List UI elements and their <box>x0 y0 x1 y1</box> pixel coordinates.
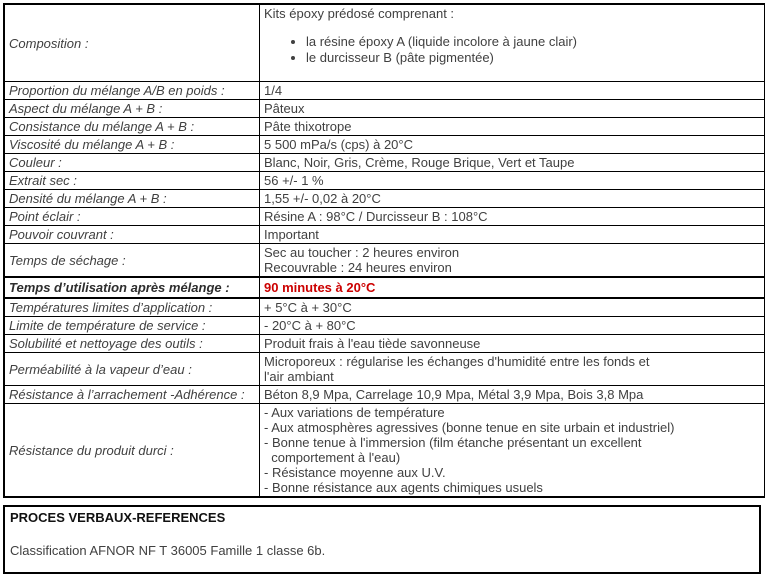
row-value: Blanc, Noir, Gris, Crème, Rouge Brique, Vert et Taupe <box>260 154 765 172</box>
spec-row <box>4 82 765 100</box>
spec-table-body <box>4 4 765 497</box>
row-label: Viscosité du mélange A + B : <box>4 136 260 154</box>
row-label: Perméabilité à la vapeur d’eau : <box>4 353 260 386</box>
row-label: Solubilité et nettoyage des outils : <box>4 335 260 353</box>
row-label: Résistance à l’arrachement -Adhérence : <box>4 386 260 404</box>
row-value: 90 minutes à 20°C <box>260 277 765 298</box>
spec-row <box>4 404 765 498</box>
value-line: l'air ambiant <box>264 369 761 384</box>
spec-row <box>4 244 765 278</box>
row-value: Pâte thixotrope <box>260 118 765 136</box>
spec-row <box>4 100 765 118</box>
row-value: Pâteux <box>260 100 765 118</box>
references-box <box>3 505 761 574</box>
row-label: Températures limites d’application : <box>4 298 260 317</box>
spec-row <box>4 208 765 226</box>
spec-row <box>4 335 765 353</box>
composition-list <box>264 34 761 80</box>
spec-row <box>4 386 765 404</box>
spec-row <box>4 136 765 154</box>
row-value: Résine A : 98°C / Durcisseur B : 108°C <box>260 208 765 226</box>
value-line: Sec au toucher : 2 heures environ <box>264 245 761 260</box>
row-value: 1/4 <box>260 82 765 100</box>
spec-row <box>4 4 765 82</box>
value-line: comportement à l'eau) <box>264 450 761 465</box>
row-label: Point éclair : <box>4 208 260 226</box>
row-label: Limite de température de service : <box>4 317 260 335</box>
spec-row <box>4 226 765 244</box>
value-line: - Aux variations de température <box>264 405 761 420</box>
row-label: Résistance du produit durci : <box>4 404 260 498</box>
spec-row <box>4 190 765 208</box>
value-line: - Résistance moyenne aux U.V. <box>264 465 761 480</box>
row-value <box>260 353 765 386</box>
row-label: Composition : <box>4 4 260 82</box>
spec-row <box>4 277 765 298</box>
row-value <box>260 404 765 498</box>
spec-row <box>4 353 765 386</box>
row-label: Extrait sec : <box>4 172 260 190</box>
value-line: - Aux atmosphères agressives (bonne tenue en site urbain et industriel) <box>264 420 761 435</box>
spec-row <box>4 317 765 335</box>
row-value: Béton 8,9 Mpa, Carrelage 10,9 Mpa, Métal 3,9 Mpa, Bois 3,8 Mpa <box>260 386 765 404</box>
composition-intro: Kits époxy prédosé comprenant : <box>264 6 761 21</box>
row-label: Temps de séchage : <box>4 244 260 278</box>
row-label: Densité du mélange A + B : <box>4 190 260 208</box>
row-value: 5 500 mPa/s (cps) à 20°C <box>260 136 765 154</box>
row-value: + 5°C à + 30°C <box>260 298 765 317</box>
row-label: Temps d’utilisation après mélange : <box>4 277 260 298</box>
spec-row <box>4 172 765 190</box>
value-line: Microporeux : régularise les échanges d'humidité entre les fonds et <box>264 354 761 369</box>
composition-item: • la résine époxy A (liquide incolore à jaune clair) <box>306 34 761 50</box>
value-line: - Bonne résistance aux agents chimiques usuels <box>264 480 761 495</box>
spec-row <box>4 154 765 172</box>
row-value <box>260 4 765 82</box>
row-label: Couleur : <box>4 154 260 172</box>
references-text: Classification AFNOR NF T 36005 Famille 1 classe 6b. <box>10 543 754 559</box>
row-value <box>260 244 765 278</box>
row-label: Consistance du mélange A + B : <box>4 118 260 136</box>
spec-table <box>3 3 765 498</box>
row-value: 1,55 +/- 0,02 à 20°C <box>260 190 765 208</box>
references-title: PROCES VERBAUX-REFERENCES <box>10 510 754 526</box>
spec-row <box>4 118 765 136</box>
row-value: - 20°C à + 80°C <box>260 317 765 335</box>
row-value: 56 +/- 1 % <box>260 172 765 190</box>
row-label: Aspect du mélange A + B : <box>4 100 260 118</box>
row-value: Important <box>260 226 765 244</box>
row-value: Produit frais à l'eau tiède savonneuse <box>260 335 765 353</box>
composition-item: • le durcisseur B (pâte pigmentée) <box>306 50 761 66</box>
row-label: Proportion du mélange A/B en poids : <box>4 82 260 100</box>
value-line: - Bonne tenue à l'immersion (film étanche présentant un excellent <box>264 435 761 450</box>
spec-row <box>4 298 765 317</box>
value-line: Recouvrable : 24 heures environ <box>264 260 761 275</box>
row-label: Pouvoir couvrant : <box>4 226 260 244</box>
